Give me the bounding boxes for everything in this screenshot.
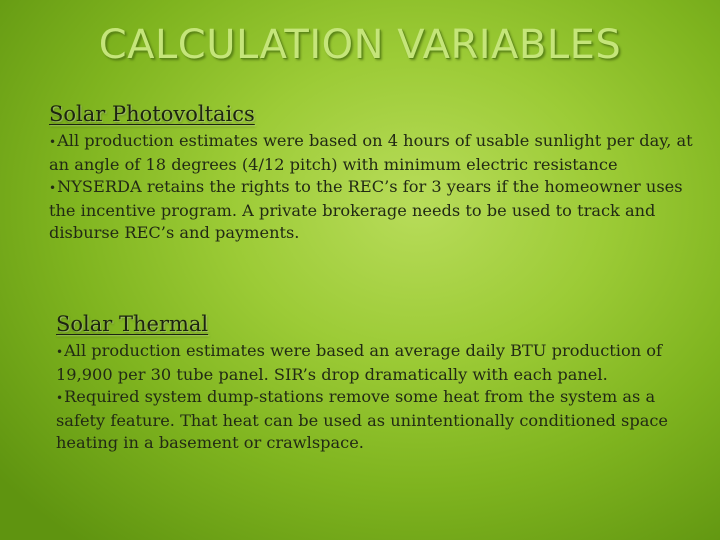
bullet-item (49, 176, 709, 245)
section-solar-photovoltaics (49, 102, 709, 245)
bullet-text: All production estimates were based on 4 hours of usable sunlight per day, at an angle of 18 degrees (4/12 pitch) with minimum electric resistance (49, 131, 693, 174)
bullet-marker: • (49, 181, 57, 195)
bullet-item (56, 386, 706, 455)
bullet-marker: • (56, 345, 64, 359)
bullet-item (56, 340, 706, 386)
section-heading: Solar Thermal (56, 312, 209, 336)
section-solar-thermal (56, 312, 706, 455)
bullet-marker: • (56, 391, 64, 405)
bullet-text: NYSERDA retains the rights to the REC’s for 3 years if the homeowner uses the incentive program. A private brokerage needs to be used to track and disburse REC’s and payments. (49, 177, 683, 242)
bullet-text: Required system dump-stations remove some heat from the system as a safety feature. That heat can be used as unintentionally conditioned space heating in a basement or crawlspace. (56, 387, 669, 452)
bullet-text: All production estimates were based an average daily BTU production of 19,900 per 30 tube panel. SIR’s drop dramatically with each panel. (56, 341, 663, 384)
bullet-marker: • (49, 135, 57, 149)
section-heading: Solar Photovoltaics (49, 102, 255, 126)
bullet-item (49, 130, 709, 176)
slide-title: CALCULATION VARIABLES (98, 22, 622, 68)
